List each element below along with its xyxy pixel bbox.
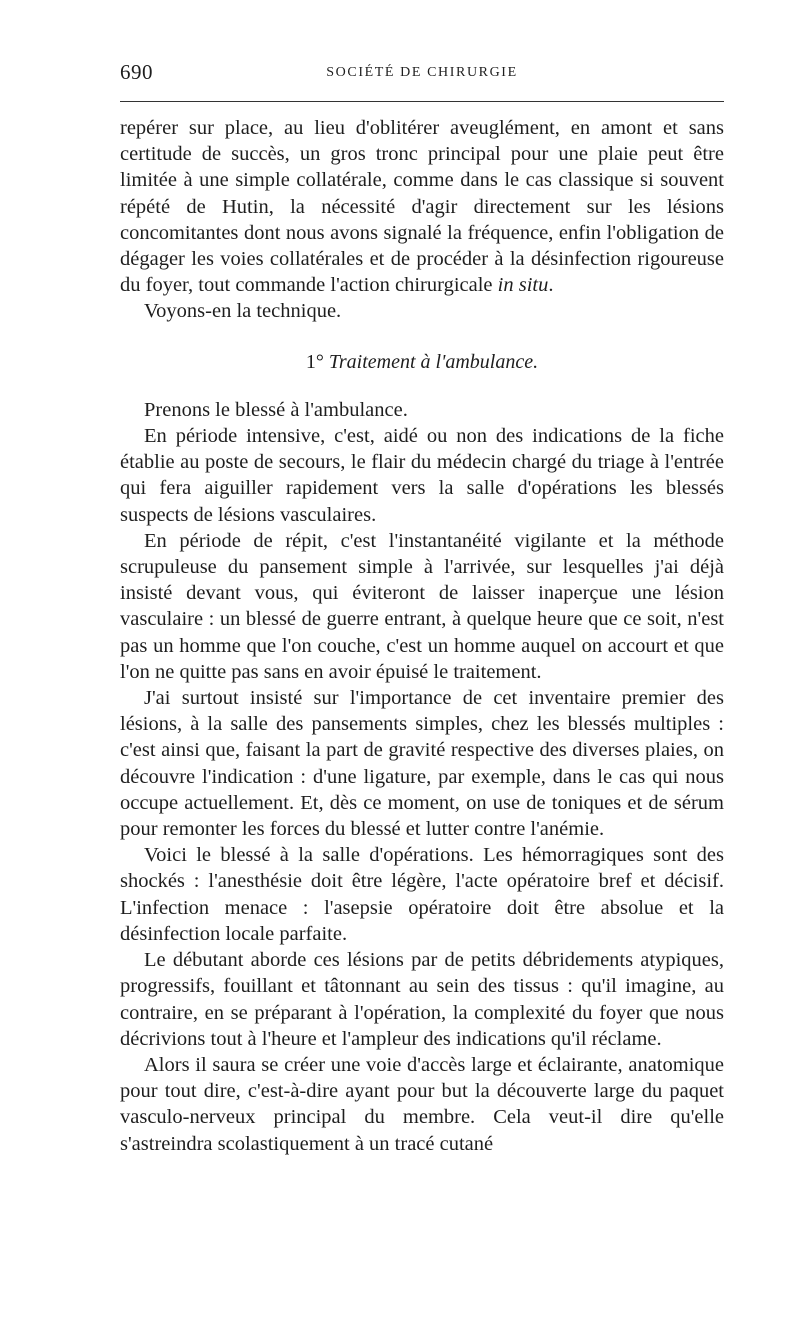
paragraph: Le débutant aborde ces lésions par de petits débridements atypiques, progressifs, fouillant et tâtonnant au sein des tissus : qu'il imagine, au contraire, en se préparant à l'opération, la complexité du foyer que nous décrivions tout à l'heure et l'ampleur des indications qu'il réclame. xyxy=(120,949,724,1050)
paragraph: Voyons-en la technique. xyxy=(144,300,342,323)
paragraph: En période de répit, c'est l'instantanéité vigilante et la méthode scrupuleuse du pansement simple à l'arrivée, sur lesquelles j'ai déjà insisté devant vous, qui éviteront de laisser inaperçue une lésion vasculaire : un blessé de guerre entrant, à quelque heure que ce soit, n'est pas un homme que l'on couche, c'est un homme auquel on accourt et que l'on ne quitte pas sans en avoir épuisé le traitement. xyxy=(120,529,724,683)
paragraph xyxy=(120,115,724,298)
body-text xyxy=(120,115,724,1157)
section-title: Traitement à l'ambulance. xyxy=(328,350,539,373)
section-heading xyxy=(120,349,724,375)
paragraph: Voici le blessé à la salle d'opérations. Les hémorragiques sont des shockés : l'anesthésie doit être légère, l'acte opératoire bref et décisif. L'infection menace : l'asepsie opératoire doit être absolue et la désinfection locale parfaite. xyxy=(120,844,724,945)
paragraph: En période intensive, c'est, aidé ou non des indications de la fiche établie au poste de secours, le flair du médecin chargé du triage à l'entrée qui fera aiguiller rapidement vers la salle d'opérations les blessés suspects de lésions vasculaires. xyxy=(120,425,724,526)
paragraph: Prenons le blessé à l'ambulance. xyxy=(144,398,408,421)
latin-phrase: in situ xyxy=(497,274,549,297)
paragraph: J'ai surtout insisté sur l'importance de cet inventaire premier des lésions, à la salle des pansements simples, chez les blessés multiples : c'est ainsi que, faisant la part de gravité respective des diverses plaies, on découvre l'indication : d'une ligature, par exemple, dans le cas qui nous occupe actuellement. Et, dès ce moment, on use de toniques et de sérum pour remonter les forces du blessé et lutter contre l'anémie. xyxy=(120,687,724,841)
paragraph-punctuation: . xyxy=(548,274,554,297)
page-number: 690 xyxy=(120,60,153,84)
page-header xyxy=(120,60,724,92)
header-rule xyxy=(120,101,724,102)
running-head: SOCIÉTÉ DE CHIRURGIE xyxy=(326,65,518,80)
paragraph-text: repérer sur place, au lieu d'oblitérer aveuglément, en amont et sans certitude de succès, un gros tronc principal pour une plaie peut être limitée à une simple collatérale, comme dans le cas classique si souvent répété de Hutin, la nécessité d'agir directement sur les lésions concomitantes dont nous avons signalé la fréquence, enfin l'obligation de dégager les voies collatérales et de procéder à la désinfection rigoureuse du foyer, tout commande l'action chirurgicale xyxy=(120,117,724,297)
section-number: 1° xyxy=(305,350,324,373)
paragraph: Alors il saura se créer une voie d'accès large et éclairante, anatomique pour tout dire, c'est-à-dire ayant pour but la découverte large du paquet vasculo-nerveux principal du membre. Cela veut-il dire qu'elle s'astreindra scolastiquement à un tracé cutané xyxy=(120,1053,724,1155)
